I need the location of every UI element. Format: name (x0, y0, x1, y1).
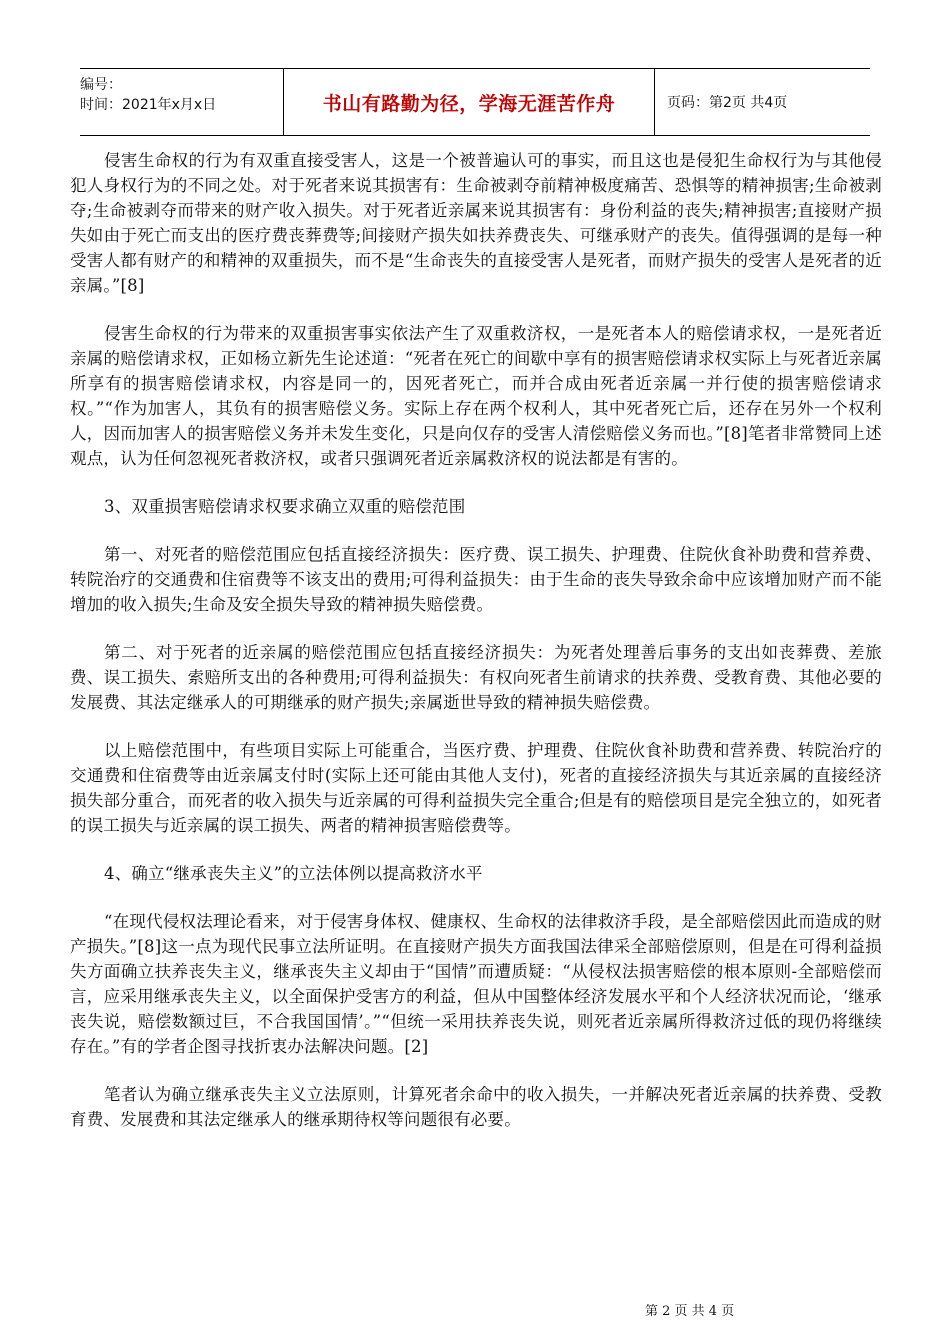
page-header (80, 68, 870, 136)
header-motto-cell (284, 69, 655, 135)
page-footer: 第 2 页 共 4 页 (645, 1304, 735, 1319)
section-heading-3: 3、双重损害赔偿请求权要求确立双重的赔偿范围 (104, 497, 466, 516)
paragraph-5: 以上赔偿范围中，有些项目实际上可能重合，当医疗费、护理费、住院伙食补助费和营养费、转院治疗的交通费和住宿费等由近亲属支付时(实际上还可能由其他人支付)，死者的直接经济损失与其近亲属的直接经济损失部分重合，而死者的收入损失与近亲属的可得利益损失完全重合;但是有的赔偿项目是完全独立的，如死者的误工损失与近亲属的误工损失、两者的精神损害赔偿费等。 (70, 741, 882, 835)
header-meta (80, 69, 284, 135)
document-number-label: 编号： (80, 77, 122, 93)
paragraph-6: “在现代侵权法理论看来，对于侵害身体权、健康权、生命权的法律救济手段，是全部赔偿因此而造成的财产损失。”[8]这一点为现代民事立法所证明。在直接财产损失方面我国法律采全部赔偿原则，但是在可得利益损失方面确立扶养丧失主义，继承丧失主义却由于“国情”而遭质疑：“从侵权法损害赔偿的根本原则-全部赔偿而言，应采用继承丧失主义，以全面保护受害方的利益，但从中国整体经济发展水平和个人经济状况而论，‘继承丧失说，赔偿数额过巨，不合我国国情’。”“但统一采用扶养丧失说，则死者近亲属所得救济过低的现仍将继续存在。”有的学者企图寻找折衷办法解决问题。[2] (70, 912, 882, 1056)
paragraph-4: 第二、对于死者的近亲属的赔偿范围应包括直接经济损失：为死者处理善后事务的支出如丧葬费、差旅费、误工损失、索赔所支出的各种费用;可得利益损失：有权向死者生前请求的扶养费、受教育费、其他必要的发展费、其法定继承人的可期继承的财产损失;亲属逝世导致的精神损失赔偿费。 (70, 643, 882, 712)
paragraph-1: 侵害生命权的行为有双重直接受害人，这是一个被普遍认可的事实，而且这也是侵犯生命权行为与其他侵犯人身权行为的不同之处。对于死者来说其损害有：生命被剥夺前精神极度痛苦、恐惧等的精神损害;生命被剥夺;生命被剥夺而带来的财产收入损失。对于死者近亲属来说其损害有：身份利益的丧失;精神损害;直接财产损失如由于死亡而支出的医疗费丧葬费等;间接财产损失如扶养费丧失、可继承财产的丧失。值得强调的是每一种受害人都有财产的和精神的双重损失，而不是“生命丧失的直接受害人是死者，而财产损失的受害人是死者的近亲属。”[8] (70, 151, 882, 295)
document-time-label: 时间：2021年x月x日 (80, 97, 217, 113)
header-motto: 书山有路勤为径，学海无涯苦作舟 (322, 92, 616, 115)
document-body (70, 148, 882, 1155)
header-page-number: 页码：第2页 共4页 (667, 95, 788, 111)
paragraph-7: 笔者认为确立继承丧失主义立法原则，计算死者余命中的收入损失，一并解决死者近亲属的扶养费、受教育费、发展费和其法定继承人的继承期待权等问题很有必要。 (70, 1085, 882, 1129)
section-heading-4: 4、确立“继承丧失主义”的立法体例以提高救济水平 (104, 864, 483, 883)
paragraph-2: 侵害生命权的行为带来的双重损害事实依法产生了双重救济权，一是死者本人的赔偿请求权，一是死者近亲属的赔偿请求权，正如杨立新先生论述道：“死者在死亡的间歇中享有的损害赔偿请求权实际上与死者近亲属所享有的损害赔偿请求权，内容是同一的，因死者死亡，而并合成由死者近亲属一并行使的损害赔偿请求权。”“作为加害人，其负有的损害赔偿义务。实际上存在两个权利人，其中死者死亡后，还存在另外一个权利人，因而加害人的损害赔偿义务并未发生变化，只是向仅存的受害人清偿赔偿义务而也。”[8]笔者非常赞同上述观点，认为任何忽视死者救济权，或者只强调死者近亲属救济权的说法都是有害的。 (70, 324, 882, 468)
paragraph-3: 第一、对死者的赔偿范围应包括直接经济损失：医疗费、误工损失、护理费、住院伙食补助费和营养费、转院治疗的交通费和住宿费等不该支出的费用;可得利益损失：由于生命的丧失导致余命中应该增加财产而不能增加的收入损失;生命及安全损失导致的精神损失赔偿费。 (70, 545, 882, 614)
